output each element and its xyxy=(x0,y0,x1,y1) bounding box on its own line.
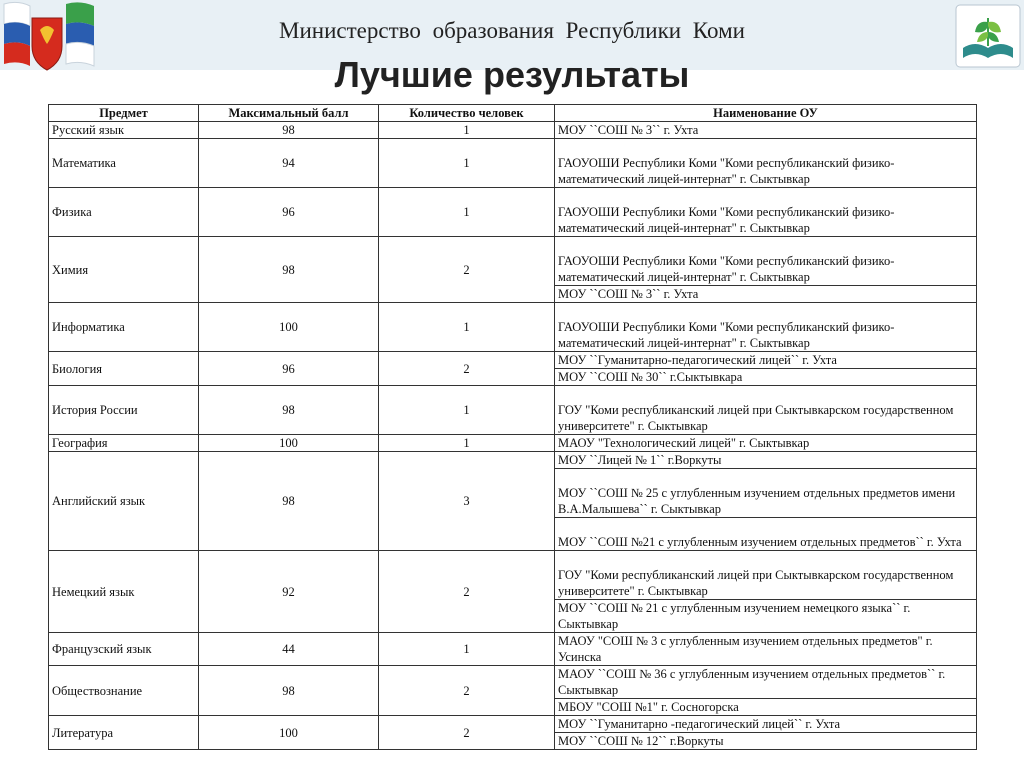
count-cell: 2 xyxy=(379,551,555,633)
school-cell: МОУ ``Лицей № 1`` г.Воркуты xyxy=(555,452,977,469)
max-score-cell: 98 xyxy=(199,237,379,303)
max-score-cell: 96 xyxy=(199,188,379,237)
school-cell: МАОУ "Технологический лицей" г. Сыктывкар xyxy=(555,435,977,452)
subject-cell: Информатика xyxy=(49,303,199,352)
table-row xyxy=(49,452,977,469)
school-cell: МОУ ``СОШ №21 с углубленным изучением отдельных предметов`` г. Ухта xyxy=(555,518,977,551)
table-row xyxy=(49,386,977,435)
column-header-count: Количество человек xyxy=(379,105,555,122)
school-cell: МАОУ ``СОШ № 36 с углубленным изучением отдельных предметов`` г. Сыктывкар xyxy=(555,666,977,699)
count-cell: 1 xyxy=(379,435,555,452)
max-score-cell: 92 xyxy=(199,551,379,633)
count-cell: 1 xyxy=(379,303,555,352)
max-score-cell: 100 xyxy=(199,303,379,352)
count-cell: 2 xyxy=(379,666,555,716)
subject-cell: Литература xyxy=(49,716,199,750)
table-header-row xyxy=(49,105,977,122)
max-score-cell: 98 xyxy=(199,666,379,716)
school-cell: МОУ ``СОШ № 12`` г.Воркуты xyxy=(555,733,977,750)
table-row xyxy=(49,551,977,600)
school-cell: МОУ ``СОШ № 3`` г. Ухта xyxy=(555,286,977,303)
school-cell: ГОУ "Коми республиканский лицей при Сыктывкарском государственном университете" г. Сыктывкар xyxy=(555,386,977,435)
results-body xyxy=(49,122,977,750)
school-cell: ГАОУОШИ Республики Коми "Коми республиканский физико-математический лицей-интернат" г. Сыктывкар xyxy=(555,188,977,237)
subject-cell: Французский язык xyxy=(49,633,199,666)
count-cell: 2 xyxy=(379,352,555,386)
max-score-cell: 98 xyxy=(199,122,379,139)
results-table xyxy=(48,104,977,750)
count-cell: 1 xyxy=(379,122,555,139)
school-cell: ГАОУОШИ Республики Коми "Коми республиканский физико-математический лицей-интернат" г. Сыктывкар xyxy=(555,303,977,352)
count-cell: 1 xyxy=(379,139,555,188)
max-score-cell: 96 xyxy=(199,352,379,386)
subject-cell: Русский язык xyxy=(49,122,199,139)
table-row xyxy=(49,716,977,733)
max-score-cell: 94 xyxy=(199,139,379,188)
column-header-subject: Предмет xyxy=(49,105,199,122)
ministry-title: Министерство образования Республики Коми xyxy=(279,18,745,43)
subject-cell: Обществознание xyxy=(49,666,199,716)
school-cell: МОУ ``СОШ № 30`` г.Сыктывкара xyxy=(555,369,977,386)
subject-cell: Английский язык xyxy=(49,452,199,551)
subject-cell: География xyxy=(49,435,199,452)
table-row xyxy=(49,435,977,452)
subject-cell: Физика xyxy=(49,188,199,237)
column-header-max-score: Максимальный балл xyxy=(199,105,379,122)
count-cell: 2 xyxy=(379,716,555,750)
school-cell: ГАОУОШИ Республики Коми "Коми республиканский физико-математический лицей-интернат" г. Сыктывкар xyxy=(555,139,977,188)
school-cell: МОУ ``СОШ № 3`` г. Ухта xyxy=(555,122,977,139)
subject-cell: История России xyxy=(49,386,199,435)
subject-cell: Математика xyxy=(49,139,199,188)
table-row xyxy=(49,303,977,352)
table-row xyxy=(49,352,977,369)
school-cell: ГАОУОШИ Республики Коми "Коми республиканский физико-математический лицей-интернат" г. Сыктывкар xyxy=(555,237,977,286)
max-score-cell: 100 xyxy=(199,435,379,452)
table-row xyxy=(49,666,977,699)
table-row xyxy=(49,122,977,139)
table-row xyxy=(49,188,977,237)
max-score-cell: 98 xyxy=(199,386,379,435)
table-row xyxy=(49,633,977,666)
count-cell: 1 xyxy=(379,633,555,666)
table-row xyxy=(49,139,977,188)
max-score-cell: 44 xyxy=(199,633,379,666)
subject-cell: Химия xyxy=(49,237,199,303)
max-score-cell: 98 xyxy=(199,452,379,551)
subject-cell: Биология xyxy=(49,352,199,386)
school-cell: МОУ ``СОШ № 25 с углубленным изучением отдельных предметов имени В.А.Малышева`` г. Сыктывкар xyxy=(555,469,977,518)
count-cell: 1 xyxy=(379,188,555,237)
count-cell: 2 xyxy=(379,237,555,303)
count-cell: 1 xyxy=(379,386,555,435)
subject-cell: Немецкий язык xyxy=(49,551,199,633)
count-cell: 3 xyxy=(379,452,555,551)
school-cell: МБОУ "СОШ №1" г. Сосногорска xyxy=(555,699,977,716)
school-cell: МАОУ "СОШ № 3 с углубленным изучением отдельных предметов" г. Усинска xyxy=(555,633,977,666)
school-cell: МОУ ``Гуманитарно -педагогический лицей`` г. Ухта xyxy=(555,716,977,733)
school-cell: МОУ ``СОШ № 21 с углубленным изучением немецкого языка`` г. Сыктывкар xyxy=(555,600,977,633)
school-cell: ГОУ "Коми республиканский лицей при Сыктывкарском государственном университете" г. Сыктывкар xyxy=(555,551,977,600)
page-title: Лучшие результаты xyxy=(334,54,690,95)
max-score-cell: 100 xyxy=(199,716,379,750)
school-cell: МОУ ``Гуманитарно-педагогический лицей`` г. Ухта xyxy=(555,352,977,369)
column-header-school: Наименование ОУ xyxy=(555,105,977,122)
table-row xyxy=(49,237,977,286)
